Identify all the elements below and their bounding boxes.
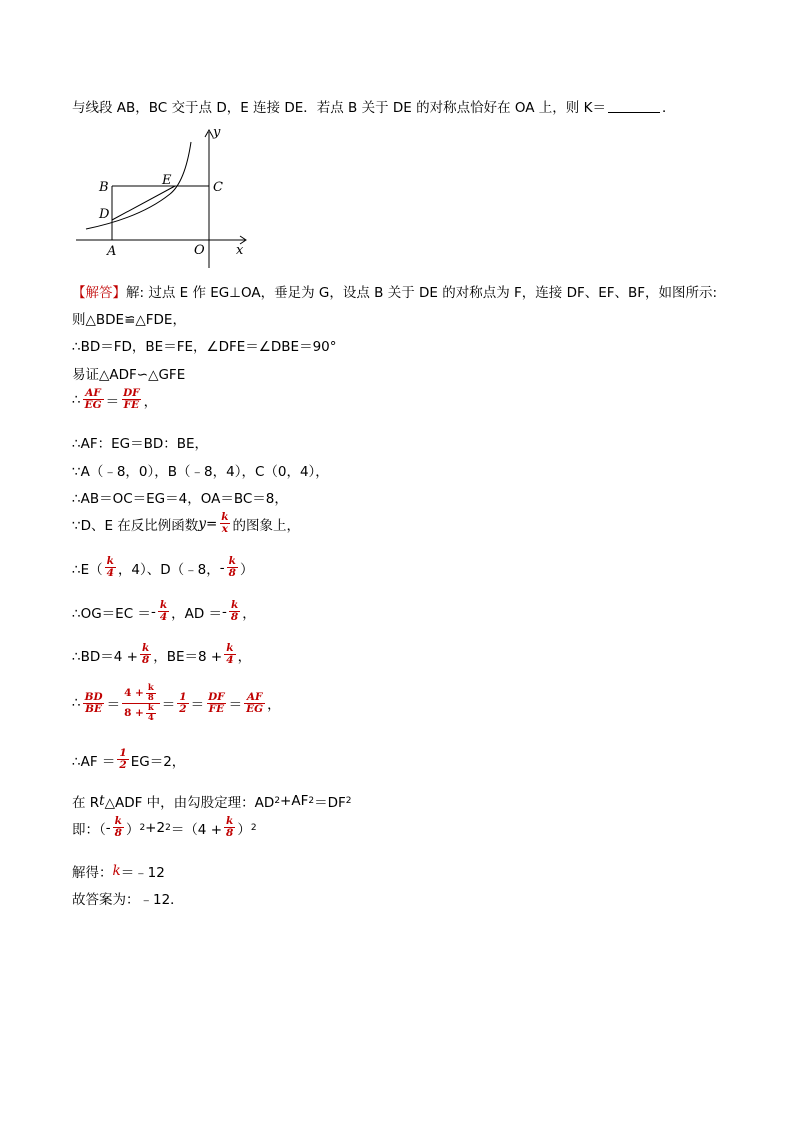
fraction-AF-EG: $\frac{AF}{EG}$ <box>84 387 102 412</box>
solution-line-9: ∵D、E 在反比例函数 y = $\frac{k}{x}$ 的图象上， <box>72 511 301 536</box>
segment-DE <box>112 186 175 220</box>
solution-line-8: ∴AB＝OC＝EG＝4，OA＝BC＝8， <box>72 491 288 507</box>
label-x: x <box>236 243 244 258</box>
problem-text: 与线段 AB，BC 交于点 D，E 连接 DE．若点 B 关于 DE 的对称点恰好在 OA 上，则 K＝ <box>72 100 606 116</box>
solution-line-1 <box>72 281 717 301</box>
answer-blank <box>608 100 660 113</box>
solution-line-18: 故答案为：﹣12． <box>72 892 184 908</box>
solution-line-5: ∴ $\frac{AF}{EG}$ ＝ $\frac{DF}{FE}$ ， <box>72 387 158 412</box>
label-B: B <box>99 180 109 195</box>
label-A: A <box>107 244 117 259</box>
problem-statement <box>72 96 675 116</box>
solution-tag: 【解答】 <box>72 285 126 301</box>
solution-line-17: 解得： k ＝﹣12 <box>72 863 165 881</box>
label-O: O <box>194 243 205 258</box>
coordinate-figure <box>70 122 260 272</box>
fraction-k-4: $\frac{k}{4}$ <box>106 555 114 580</box>
solution-text: 解: 过点 E 作 EG⊥OA，垂足为 G，设点 B 关于 DE 的对称点为 F，连接 DF、EF、BF，如图所示: <box>126 285 718 301</box>
label-E: E <box>162 173 172 188</box>
solution-line-16: 即：（ - $\frac{k}{8}$ ） 2 +2 2 ＝（4 + $\frac{k}{8}$ ） 2 <box>72 815 257 840</box>
fraction-DF-FE: $\frac{DF}{FE}$ <box>123 387 140 412</box>
label-y: y <box>213 125 221 140</box>
compound-fraction: 4 + $\frac{k}{8}$ 8 + $\frac{k}{4}$ <box>122 684 160 723</box>
solution-line-6: ∴AF：EG＝BD：BE， <box>72 436 209 452</box>
solution-line-3: ∴BD＝FD，BE＝FE，∠DFE＝∠DBE＝90° <box>72 339 337 355</box>
solution-line-7: ∵A（﹣8，0），B（﹣8，4），C（0，4）， <box>72 464 329 480</box>
solution-line-4: 易证△ADF∽△GFE <box>72 367 186 383</box>
label-C: C <box>213 180 223 195</box>
solution-line-11: ∴OG＝EC ＝ - $\frac{k}{4}$ ，AD ＝ - $\frac{k}{8}$ ， <box>72 599 256 624</box>
label-D: D <box>99 207 110 222</box>
solution-line-10: ∴E（ $\frac{k}{4}$ ，4）、D（﹣8， - $\frac{k}{8}$ ） <box>72 555 254 580</box>
solution-line-13: ∴ $\frac{BD}{BE}$ ＝ 4 + $\frac{k}{8}$ 8 + $\frac{k}{4}$ ＝ $\frac{1}{2}$ ＝ $\frac{DF}{FE}$ ＝ $\frac{AF}{EG}$ ， <box>72 683 281 723</box>
solution-line-2: 则△BDE≌△FDE， <box>72 312 186 328</box>
problem-text-end: ． <box>661 100 676 116</box>
solution-line-14: ∴AF ＝ $\frac{1}{2}$ EG＝2， <box>72 747 186 772</box>
solution-line-15: 在 R t △ADF 中，由勾股定理：AD 2 +AF 2 ＝DF 2 <box>72 793 352 811</box>
solution-line-12: ∴BD＝4 + $\frac{k}{8}$ ，BE＝8 + $\frac{k}{4}$ ， <box>72 642 252 667</box>
fraction-k-x: $\frac{k}{x}$ <box>221 511 229 536</box>
fraction-k-8: $\frac{k}{8}$ <box>228 555 236 580</box>
